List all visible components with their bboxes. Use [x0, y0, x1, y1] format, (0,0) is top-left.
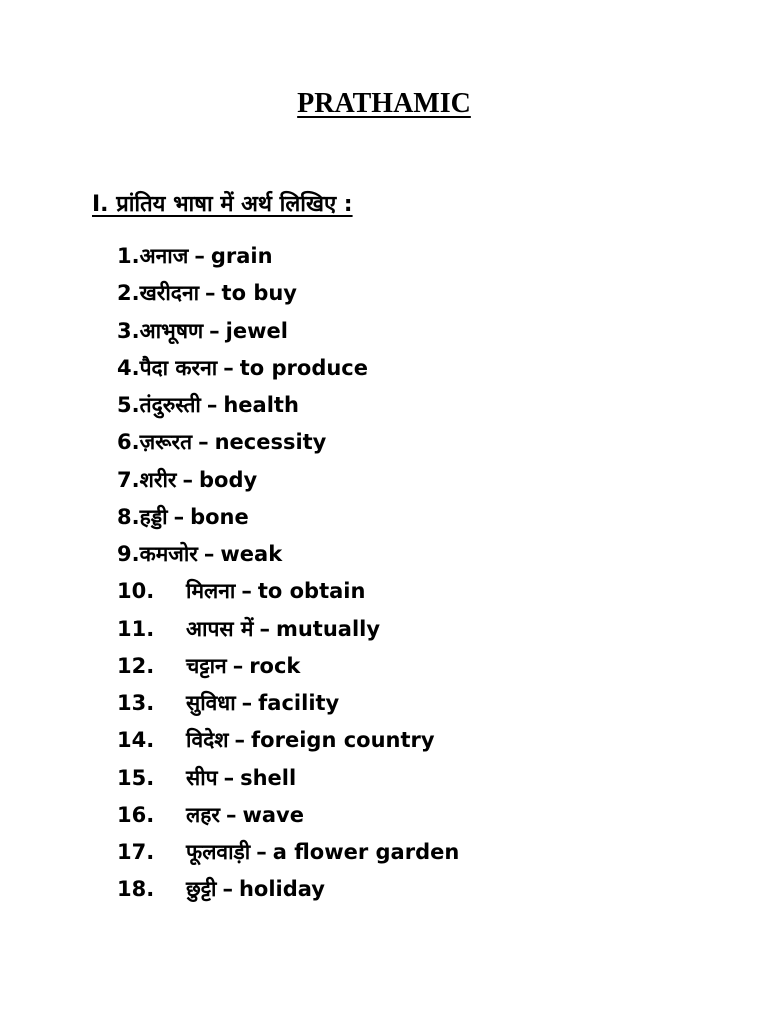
english-meaning: foreign country [251, 728, 435, 753]
list-item [117, 648, 459, 685]
section-heading: I. प्रांतिय भाषा में अर्थ लिखिए : [92, 192, 353, 217]
item-number: 9. [117, 542, 140, 566]
dash-separator: – [241, 579, 252, 604]
hindi-word: विदेश [186, 728, 229, 753]
hindi-word: चट्टान [186, 653, 227, 678]
hindi-word: आभूषण [139, 318, 204, 343]
item-number: 5. [117, 393, 140, 417]
dash-separator: – [241, 691, 253, 715]
hindi-word: मिलना [186, 579, 236, 604]
english-meaning: jewel [225, 318, 288, 343]
hindi-word: तंदुरुस्ती [139, 393, 201, 417]
english-meaning: shell [240, 765, 297, 790]
hindi-word: छुट्टी [186, 877, 217, 902]
list-item [117, 834, 459, 871]
dash-separator: – [198, 430, 209, 455]
item-number: 4. [117, 355, 140, 380]
hindi-word: पैदा करना [139, 355, 218, 380]
english-meaning: necessity [214, 430, 327, 455]
dash-separator: – [259, 616, 270, 641]
dash-separator: – [182, 467, 193, 492]
dash-separator: – [223, 765, 235, 790]
english-meaning: body [199, 467, 258, 492]
item-number: 7. [117, 467, 140, 492]
hindi-word: फूलवाड़ी [186, 840, 251, 864]
list-item [117, 350, 459, 387]
english-meaning: to buy [221, 281, 297, 306]
vocabulary-list [117, 238, 459, 909]
item-number: 14. [117, 728, 155, 753]
list-item [117, 275, 459, 312]
page-title [0, 86, 768, 122]
hindi-word: ज़रूरत [139, 430, 193, 455]
dash-separator: – [256, 840, 267, 864]
english-meaning: weak [220, 542, 283, 566]
dash-separator: – [203, 542, 215, 566]
hindi-word: सीप [186, 765, 218, 790]
item-number: 17. [117, 840, 155, 864]
list-item [117, 536, 459, 573]
english-meaning: a flower garden [272, 840, 460, 864]
item-number: 16. [117, 802, 155, 827]
dash-separator: – [173, 504, 185, 529]
list-item [117, 462, 459, 499]
english-meaning: mutually [275, 616, 381, 641]
item-number: 1. [117, 244, 140, 268]
hindi-word: लहर [186, 802, 220, 827]
dash-separator: – [225, 802, 237, 827]
list-item [117, 499, 459, 536]
dash-separator: – [205, 281, 216, 306]
english-meaning: holiday [238, 877, 325, 902]
item-number: 18. [117, 877, 155, 902]
item-number: 8. [117, 504, 140, 529]
hindi-word: सुविधा [186, 691, 236, 715]
list-item [117, 760, 459, 797]
item-number: 12. [117, 653, 155, 678]
hindi-word: हड्डी [139, 504, 168, 529]
hindi-word: शरीर [139, 467, 177, 492]
list-item [117, 722, 459, 759]
english-meaning: bone [190, 504, 249, 529]
hindi-word: आपस में [186, 616, 254, 641]
item-number: 13. [117, 691, 155, 715]
list-item [117, 424, 459, 461]
english-meaning: facility [258, 691, 340, 715]
dash-separator: – [234, 728, 246, 753]
item-number: 11. [117, 616, 155, 641]
list-item [117, 238, 459, 275]
dash-separator: – [209, 318, 220, 343]
page-title-text: PRATHAMIC [297, 88, 471, 119]
item-number: 6. [117, 430, 140, 455]
list-item [117, 573, 459, 610]
hindi-word: खरीदना [139, 281, 200, 306]
english-meaning: wave [242, 802, 304, 827]
hindi-word: कमजोर [139, 542, 198, 566]
list-item [117, 611, 459, 648]
dash-separator: – [232, 653, 244, 678]
english-meaning: rock [249, 653, 301, 678]
list-item [117, 313, 459, 350]
english-meaning: health [223, 393, 299, 417]
hindi-word: अनाज [139, 244, 189, 268]
item-number: 2. [117, 281, 140, 306]
dash-separator: – [222, 877, 233, 902]
english-meaning: to obtain [257, 579, 366, 604]
list-item [117, 387, 459, 424]
dash-separator: – [223, 355, 234, 380]
english-meaning: grain [210, 244, 273, 268]
list-item [117, 685, 459, 722]
item-number: 3. [117, 318, 140, 343]
dash-separator: – [194, 244, 205, 268]
english-meaning: to produce [239, 355, 369, 380]
item-number: 15. [117, 765, 155, 790]
item-number: 10. [117, 579, 155, 604]
dash-separator: – [206, 393, 218, 417]
list-item [117, 797, 459, 834]
list-item [117, 871, 459, 908]
